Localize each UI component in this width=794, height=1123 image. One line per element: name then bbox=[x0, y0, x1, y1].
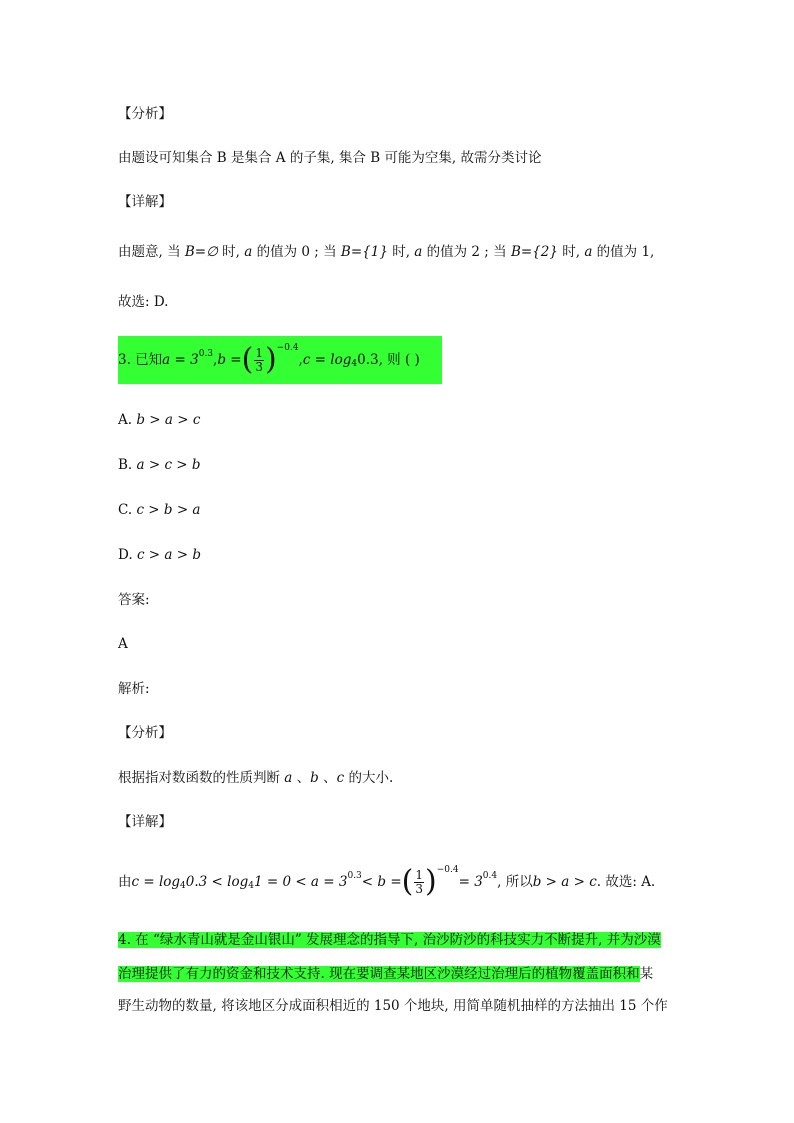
q3-c-tail: 0.3 bbox=[357, 352, 379, 368]
analysis-2-math: c bbox=[336, 770, 345, 786]
exponent: 0.4 bbox=[482, 871, 498, 881]
detail-text-1 bbox=[118, 242, 654, 262]
q3-tail: , 则 ( ) bbox=[378, 352, 420, 368]
analysis-2-part: 、 bbox=[318, 770, 337, 786]
question-3-stem bbox=[118, 336, 442, 384]
option-label: C. bbox=[118, 502, 133, 518]
detail-1-math: B=∅ bbox=[184, 244, 218, 260]
detail-2-part: . 故选: A. bbox=[596, 874, 656, 890]
detail-2-math: 0.3 < log bbox=[185, 874, 249, 890]
analysis-2-part: 根据指对数函数的性质判断 bbox=[118, 770, 285, 786]
detail-2-math: = 3 bbox=[458, 874, 483, 890]
detail-text-2 bbox=[118, 858, 655, 906]
fraction-numerator: 1 bbox=[255, 345, 263, 360]
detail-2-math: 1 = 0 < a = 3 bbox=[253, 874, 348, 890]
heading-analysis-1: 【分析】 bbox=[118, 106, 172, 122]
detail-1-part: 的值为 0 ; 当 bbox=[252, 244, 341, 260]
option-label: D. bbox=[118, 547, 133, 563]
fraction-one-third bbox=[414, 869, 424, 896]
analysis-2-part: 、 bbox=[292, 770, 311, 786]
analysis-text-1: 由题设可知集合 B 是集合 A 的子集, 集合 B 可能为空集, 故需分类讨论 bbox=[118, 150, 542, 166]
detail-1-math: a bbox=[584, 244, 593, 260]
option-d bbox=[118, 545, 201, 565]
analysis-2-math: a bbox=[284, 770, 293, 786]
fraction-denominator: 3 bbox=[415, 881, 424, 896]
option-expression: a > c > b bbox=[136, 457, 201, 473]
heading-detail-2: 【详解】 bbox=[118, 814, 172, 830]
detail-1-math: a bbox=[414, 244, 423, 260]
detail-1-part: 的值为 1, bbox=[592, 244, 655, 260]
q4-highlighted-text: 4. 在 “绿水青山就是金山银山” 发展理念的指导下, 治沙防沙的科技实力不断提升, 并为沙漠 bbox=[118, 932, 661, 948]
q3-b-exponent: −0.4 bbox=[276, 343, 299, 353]
detail-1-part: 时, bbox=[387, 244, 415, 260]
previous-answer: 故选: D. bbox=[118, 294, 169, 310]
detail-2-math: c = log bbox=[131, 874, 181, 890]
detail-2-part: , 所以 bbox=[497, 874, 533, 890]
option-expression: b > a > c bbox=[136, 412, 201, 428]
question-4-line-1 bbox=[118, 930, 661, 950]
log-base: 4 bbox=[180, 881, 186, 891]
q3-c-log-base: 4 bbox=[351, 359, 358, 369]
analysis-label: 解析: bbox=[118, 681, 150, 697]
q3-b-expr: b = bbox=[217, 352, 242, 368]
analysis-2-math: b bbox=[310, 770, 319, 786]
left-paren: ( bbox=[401, 864, 414, 899]
heading-analysis-2: 【分析】 bbox=[118, 725, 172, 741]
detail-2-part: 由 bbox=[118, 874, 132, 890]
right-paren: ) bbox=[425, 864, 437, 899]
q4-text: 某 bbox=[639, 966, 654, 982]
option-expression: c > b > a bbox=[136, 502, 201, 518]
left-paren: ( bbox=[241, 342, 254, 377]
option-b bbox=[118, 455, 201, 475]
q4-highlighted-text: 治理提供了有力的资金和技术支持. 现在要调查某地区沙漠经过治理后的植物覆盖面积和 bbox=[118, 966, 640, 982]
detail-1-part: 由题意, 当 bbox=[118, 244, 185, 260]
option-a bbox=[118, 410, 200, 430]
fraction-denominator: 3 bbox=[255, 359, 263, 374]
detail-1-math: a bbox=[244, 244, 253, 260]
option-label: A. bbox=[118, 412, 133, 428]
exponent: −0.4 bbox=[436, 865, 459, 875]
detail-1-part: 时, bbox=[557, 244, 585, 260]
q3-separator: , bbox=[298, 352, 303, 368]
detail-2-math: b > a > c bbox=[532, 874, 597, 890]
exponent: 0.3 bbox=[347, 871, 362, 881]
question-4-line-3: 野生动物的数量, 将该地区分成面积相近的 150 个地块, 用简单随机抽样的方法抽出 15 个作 bbox=[118, 998, 668, 1014]
answer-value: A bbox=[118, 636, 128, 652]
q3-a-expr: a = 3 bbox=[162, 352, 199, 368]
analysis-2-part: 的大小. bbox=[344, 770, 394, 786]
analysis-text-2 bbox=[118, 768, 393, 788]
q3-lead: 3. 已知 bbox=[118, 352, 163, 368]
heading-detail-1: 【详解】 bbox=[118, 194, 172, 210]
q3-c-expr: c = log bbox=[302, 352, 352, 368]
option-c bbox=[118, 500, 200, 520]
q3-separator: , bbox=[213, 352, 218, 368]
log-base: 4 bbox=[248, 881, 254, 891]
option-label: B. bbox=[118, 457, 133, 473]
option-expression: c > a > b bbox=[136, 547, 201, 563]
q3-a-exponent: 0.3 bbox=[198, 349, 214, 359]
answer-label: 答案: bbox=[118, 592, 150, 608]
question-4-line-2 bbox=[118, 964, 653, 984]
fraction-one-third bbox=[254, 347, 264, 374]
detail-1-part: 的值为 2 ; 当 bbox=[422, 244, 511, 260]
detail-1-math: B={1} bbox=[340, 244, 388, 260]
detail-1-part: 时, bbox=[217, 244, 245, 260]
fraction-numerator: 1 bbox=[415, 867, 424, 882]
right-paren: ) bbox=[264, 342, 277, 377]
detail-1-math: B={2} bbox=[510, 244, 558, 260]
detail-2-math: < b = bbox=[361, 874, 402, 890]
